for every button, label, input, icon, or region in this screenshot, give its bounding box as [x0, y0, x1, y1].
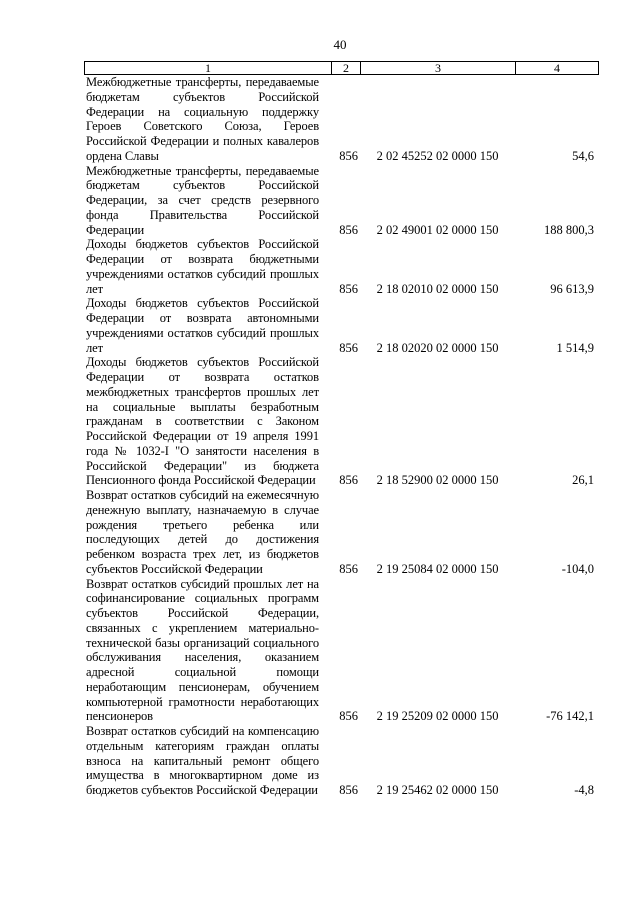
row-admin-code: 856 — [339, 148, 358, 163]
row-admin-code: 856 — [339, 709, 358, 724]
row-classification-code: 2 18 02010 02 0000 150 — [376, 281, 499, 296]
row-name: Возврат остатков субсидий на компенсацию отдельным категориям граждан оплаты взноса на капитальный ремонт общего имущества в многоквартирном доме из бюджетов субъектов Российской Федерации — [86, 724, 319, 797]
table-row — [84, 164, 599, 238]
row-admin-code: 856 — [339, 340, 358, 355]
row-amount: 96 613,9 — [550, 281, 594, 296]
row-classification-code: 2 19 25462 02 0000 150 — [376, 783, 499, 797]
page-number: 40 — [333, 37, 347, 52]
table-row — [84, 296, 599, 355]
table-header — [84, 61, 599, 75]
row-name: Межбюджетные трансферты, передаваемые бюджетам субъектов Российской Федерации на социальную поддержку Героев Советского Союза, Героев Российской Федерации и полных кавалеров ордена Славы — [86, 75, 319, 163]
row-name: Доходы бюджетов субъектов Российской Федерации от возврата бюджетными учреждениями остатков субсидий прошлых лет — [86, 237, 319, 296]
row-name: Возврат остатков субсидий на ежемесячную денежную выплату, назначаемую в случае рождения третьего ребенка или последующих детей до достижения ребенком возраста трех лет, из бюджетов субъектов Российской Федерации — [86, 488, 319, 576]
column-header-1: 1 — [85, 62, 332, 74]
row-classification-code: 2 19 25084 02 0000 150 — [376, 561, 499, 576]
column-header-3: 3 — [361, 62, 516, 74]
row-admin-code: 856 — [339, 222, 358, 237]
revenue-table — [84, 75, 599, 798]
table-row — [84, 724, 599, 798]
row-amount: 188 800,3 — [544, 222, 594, 237]
table-row — [84, 577, 599, 725]
table-row — [84, 237, 599, 296]
row-admin-code: 856 — [339, 561, 358, 576]
row-classification-code: 2 19 25209 02 0000 150 — [376, 709, 499, 724]
row-name: Доходы бюджетов субъектов Российской Федерации от возврата автономными учреждениями остатков субсидий прошлых лет — [86, 296, 319, 355]
row-name: Межбюджетные трансферты, передаваемые бюджетам субъектов Российской Федерации, за счет средств резервного фонда Правительства Российской Федерации — [86, 163, 319, 237]
row-name: Возврат остатков субсидий прошлых лет на софинансирование социальных программ субъектов Российской Федерации, связанных с укреплением материально-технической базы организаций социального обслуживания населения, оказанием адресной социальной помощи неработающим пенсионерам, обучением компьютерной грамотности неработающих пенсионеров — [86, 576, 319, 724]
row-admin-code: 856 — [339, 281, 358, 296]
table-row — [84, 355, 599, 488]
row-classification-code: 2 18 52900 02 0000 150 — [376, 473, 499, 488]
row-amount: -76 142,1 — [546, 709, 594, 724]
row-amount: -4,8 — [574, 783, 594, 797]
table-row — [84, 75, 599, 164]
table-row — [84, 488, 599, 577]
row-admin-code: 856 — [339, 783, 358, 797]
row-name: Доходы бюджетов субъектов Российской Федерации от возврата остатков межбюджетных трансфертов прошлых лет на социальные выплаты безработным гражданам в соответствии с Законом Российской Федерации от 19 апреля 1991 года № 1032-I "О занятости населения в Российской Федерации" из бюджета Пенсионного фонда Российской Федерации — [86, 355, 319, 488]
row-amount: 54,6 — [572, 148, 594, 163]
column-header-2: 2 — [332, 62, 361, 74]
row-admin-code: 856 — [339, 473, 358, 488]
row-amount: 26,1 — [572, 473, 594, 488]
row-amount: 1 514,9 — [556, 340, 594, 355]
row-classification-code: 2 02 49001 02 0000 150 — [376, 222, 499, 237]
row-amount: -104,0 — [561, 561, 594, 576]
column-header-4: 4 — [554, 61, 560, 75]
row-classification-code: 2 18 02020 02 0000 150 — [376, 340, 499, 355]
row-classification-code: 2 02 45252 02 0000 150 — [376, 148, 499, 163]
